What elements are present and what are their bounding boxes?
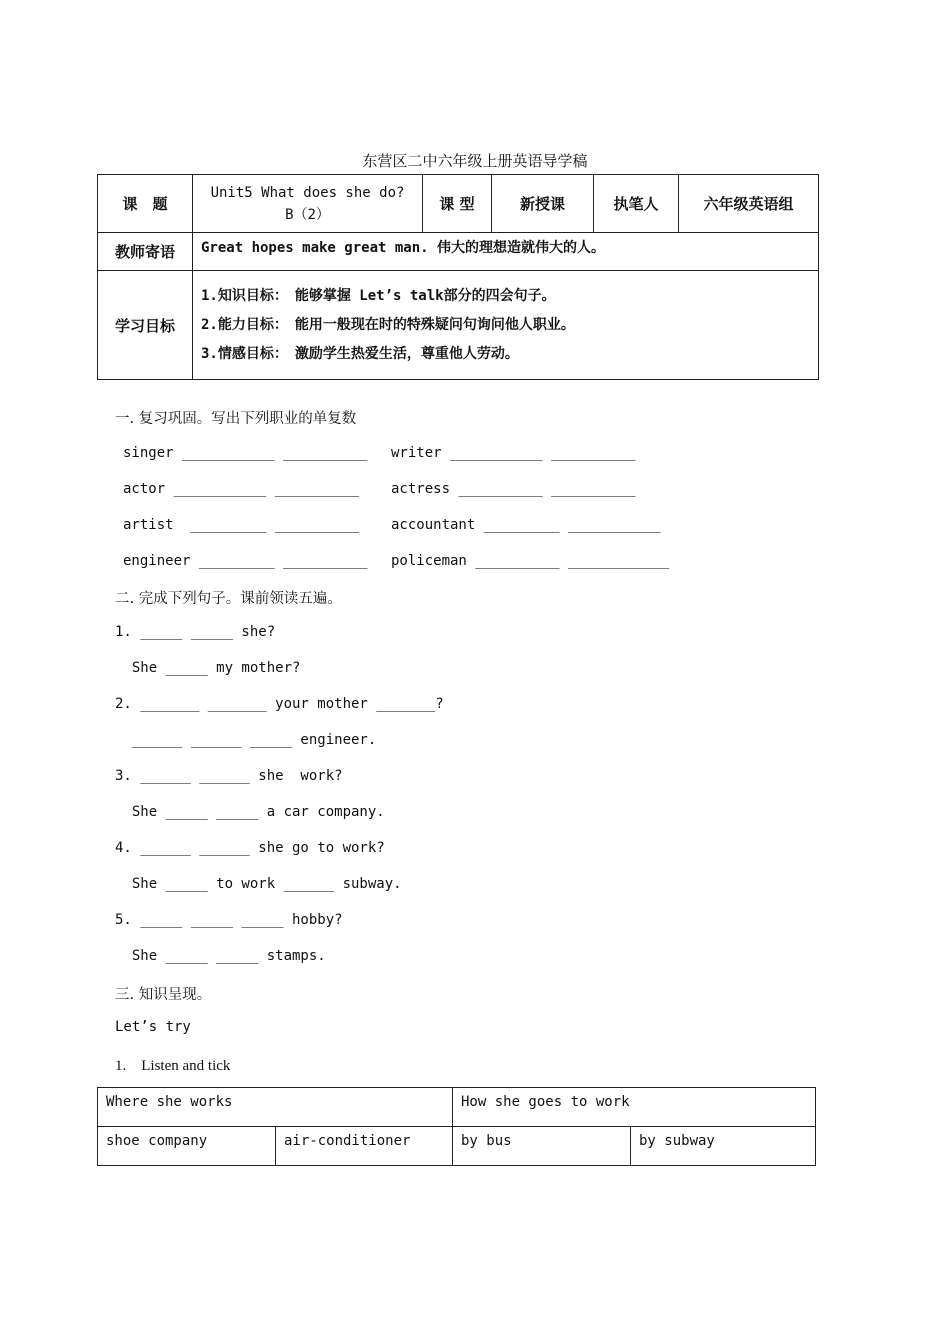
listen-tick-table [97, 1087, 816, 1166]
vocab-row-left: singer ___________ __________ [123, 445, 368, 461]
lesson-info-table [97, 174, 819, 380]
sentence-line: She _____ _____ a car company. [115, 804, 385, 820]
goals-list [193, 271, 819, 380]
sentence-line: 4. ______ ______ she go to work? [115, 840, 385, 856]
sentence-line: She _____ to work ______ subway. [115, 876, 402, 892]
table-header-where: Where she works [98, 1088, 453, 1127]
table-cell: by bus [453, 1127, 631, 1166]
sentence-line: 3. ______ ______ she work? [115, 768, 343, 784]
lets-try-label: Let’s try [115, 1019, 191, 1035]
sentence-line: ______ ______ _____ engineer. [115, 732, 377, 748]
topic-value-line2: B（2） [285, 206, 330, 223]
sentence-line: She _____ my mother? [115, 660, 301, 676]
table-cell: by subway [631, 1127, 816, 1166]
vocab-row-left: actor ___________ __________ [123, 481, 360, 497]
table-cell: shoe company [98, 1127, 276, 1166]
author-value: 六年级英语组 [679, 175, 819, 233]
topic-value-line1: Unit5 What does she do? [210, 184, 405, 201]
vocab-row-right: accountant _________ ___________ [391, 517, 661, 533]
table-cell: air-conditioner [276, 1127, 453, 1166]
listen-and-tick-label: 1. Listen and tick [115, 1058, 231, 1074]
section3-heading: 三. 知识呈现。 [115, 987, 212, 1003]
goals-label: 学习目标 [98, 271, 193, 380]
sentence-line: 1. _____ _____ she? [115, 624, 276, 640]
topic-label: 课 题 [98, 175, 193, 233]
sentence-line: 5. _____ _____ _____ hobby? [115, 912, 343, 928]
vocab-row-left: artist _________ __________ [123, 517, 360, 533]
goal-knowledge: 1.知识目标： 能够掌握 Let’s talk部分的四会句子。 [201, 287, 556, 304]
message-label: 教师寄语 [98, 233, 193, 271]
section2-heading: 二. 完成下列句子。课前领读五遍。 [115, 591, 342, 607]
topic-value [193, 175, 423, 233]
table-header-how: How she goes to work [453, 1088, 816, 1127]
type-value: 新授课 [492, 175, 594, 233]
message-value: Great hopes make great man. 伟大的理想造就伟大的人。 [193, 233, 819, 271]
sentence-line: 2. _______ _______ your mother _______? [115, 696, 444, 712]
vocab-row-left: engineer _________ __________ [123, 553, 368, 569]
vocab-row-right: policeman __________ ____________ [391, 553, 670, 569]
section1-heading: 一. 复习巩固。写出下列职业的单复数 [115, 411, 357, 427]
goal-emotion: 3.情感目标： 激励学生热爱生活，尊重他人劳动。 [201, 345, 519, 362]
goal-ability: 2.能力目标： 能用一般现在时的特殊疑问句询问他人职业。 [201, 316, 575, 333]
sentence-line: She _____ _____ stamps. [115, 948, 326, 964]
vocab-row-right: writer ___________ __________ [391, 445, 636, 461]
document-title: 东营区二中六年级上册英语导学稿 [362, 152, 588, 170]
vocab-row-right: actress __________ __________ [391, 481, 636, 497]
type-label: 课 型 [423, 175, 492, 233]
author-label: 执笔人 [594, 175, 679, 233]
